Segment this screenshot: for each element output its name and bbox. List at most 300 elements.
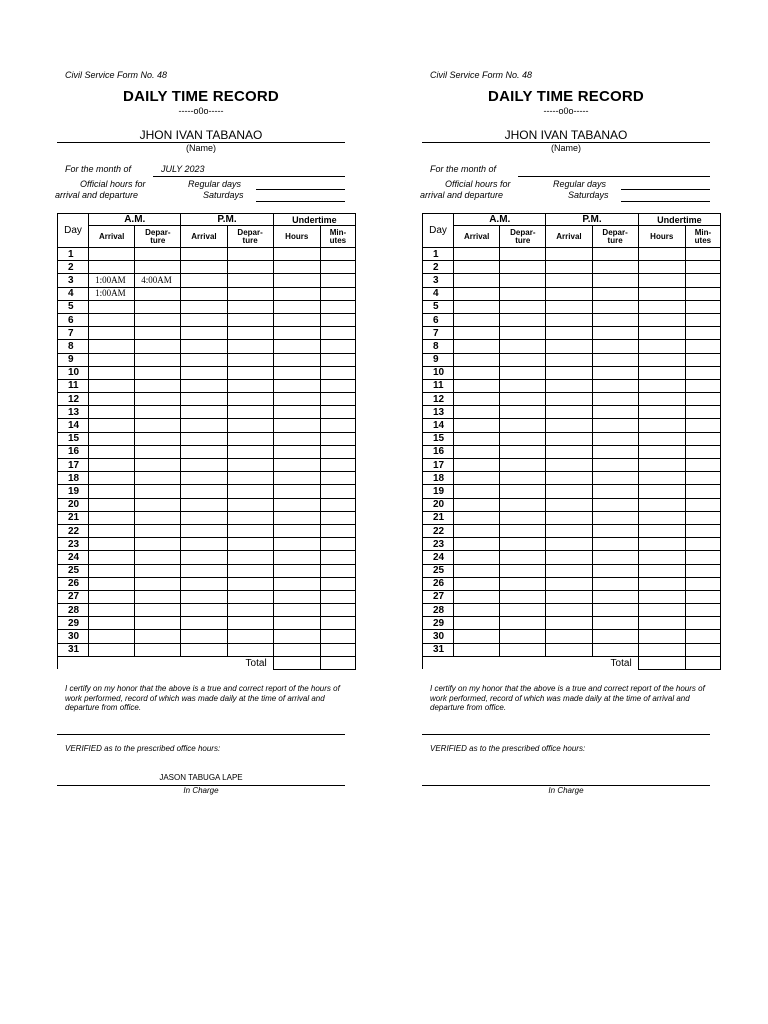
pm-departure-cell <box>592 630 638 643</box>
undertime-minutes-cell <box>685 617 720 630</box>
official-hours-label-line1: Official hours for <box>80 179 146 189</box>
day-number: 23 <box>58 538 89 551</box>
table-row <box>423 340 721 353</box>
table-row <box>423 353 721 366</box>
day-number: 12 <box>423 393 454 406</box>
pm-arrival-cell <box>181 630 227 643</box>
pm-arrival-cell <box>546 445 592 458</box>
undertime-minutes-cell <box>685 261 720 274</box>
am-departure-cell <box>135 379 181 392</box>
pm-departure-cell <box>227 248 273 261</box>
pm-arrival-cell <box>181 393 227 406</box>
am-departure-cell <box>500 511 546 524</box>
pm-departure-cell <box>592 419 638 432</box>
am-arrival-cell <box>454 630 500 643</box>
table-row <box>423 248 721 261</box>
table-header-row-2 <box>423 226 721 248</box>
pm-departure-cell <box>592 248 638 261</box>
pm-arrival-cell <box>181 419 227 432</box>
pm-departure-cell <box>227 511 273 524</box>
table-row <box>423 564 721 577</box>
am-departure-cell <box>500 630 546 643</box>
undertime-minutes-cell <box>685 498 720 511</box>
table-row <box>58 366 356 379</box>
undertime-hours-cell <box>273 353 320 366</box>
undertime-minutes-cell <box>685 300 720 313</box>
undertime-hours-cell <box>273 643 320 656</box>
undertime-minutes-cell <box>685 313 720 326</box>
am-arrival-cell <box>454 538 500 551</box>
day-number: 18 <box>58 472 89 485</box>
undertime-hours-cell <box>273 459 320 472</box>
undertime-hours-cell <box>638 485 685 498</box>
am-arrival-cell <box>89 393 135 406</box>
am-departure-cell <box>500 643 546 656</box>
table-row <box>58 313 356 326</box>
pm-arrival-cell <box>181 300 227 313</box>
day-number: 11 <box>423 379 454 392</box>
undertime-hours-cell <box>273 511 320 524</box>
am-arrival-cell <box>454 472 500 485</box>
am-arrival-cell <box>89 590 135 603</box>
day-number: 1 <box>423 248 454 261</box>
undertime-hours-cell <box>638 564 685 577</box>
pm-departure-cell <box>592 617 638 630</box>
total-row <box>58 656 356 669</box>
undertime-minutes-cell <box>320 445 355 458</box>
undertime-hours-cell <box>638 445 685 458</box>
am-departure-cell <box>500 617 546 630</box>
day-number: 6 <box>58 313 89 326</box>
am-departure-cell <box>135 511 181 524</box>
table-body <box>58 248 356 657</box>
undertime-minutes-cell <box>685 604 720 617</box>
am-arrival-cell <box>89 551 135 564</box>
undertime-hours-cell <box>638 300 685 313</box>
am-departure-cell <box>135 643 181 656</box>
undertime-hours-cell <box>273 564 320 577</box>
undertime-hours-cell <box>638 327 685 340</box>
pm-header: P.M. <box>181 214 273 226</box>
undertime-minutes-cell <box>685 524 720 537</box>
undertime-minutes-cell <box>685 366 720 379</box>
undertime-hours-cell <box>273 498 320 511</box>
pm-arrival-cell <box>181 261 227 274</box>
table-row <box>58 643 356 656</box>
day-number: 16 <box>423 445 454 458</box>
pm-arrival-cell <box>546 604 592 617</box>
day-number: 27 <box>58 590 89 603</box>
undertime-hours-cell <box>638 577 685 590</box>
undertime-minutes-cell <box>685 577 720 590</box>
undertime-hours-cell <box>273 604 320 617</box>
pm-arrival-cell <box>181 406 227 419</box>
pm-departure-cell <box>227 564 273 577</box>
undertime-minutes-cell <box>320 590 355 603</box>
day-number: 24 <box>58 551 89 564</box>
undertime-hours-cell <box>273 630 320 643</box>
table-row <box>423 432 721 445</box>
am-arrival-header: Arrival <box>89 226 135 248</box>
day-number: 25 <box>423 564 454 577</box>
verified-label: VERIFIED as to the prescribed office hours: <box>65 744 221 753</box>
am-departure-header <box>135 226 181 248</box>
am-arrival-cell <box>454 313 500 326</box>
pm-arrival-cell <box>181 340 227 353</box>
pm-departure-cell <box>227 551 273 564</box>
day-number: 3 <box>423 274 454 287</box>
table-row <box>423 261 721 274</box>
table-row <box>423 287 721 300</box>
am-arrival-cell <box>89 577 135 590</box>
pm-arrival-cell <box>546 643 592 656</box>
pm-departure-cell <box>592 564 638 577</box>
pm-arrival-cell <box>546 300 592 313</box>
am-departure-cell <box>500 379 546 392</box>
am-departure-cell <box>135 261 181 274</box>
pm-departure-cell <box>227 366 273 379</box>
total-label: Total <box>58 656 274 669</box>
pm-departure-cell <box>592 643 638 656</box>
undertime-hours-cell <box>638 617 685 630</box>
undertime-hours-cell <box>638 379 685 392</box>
pm-arrival-cell <box>181 274 227 287</box>
day-number: 13 <box>423 406 454 419</box>
table-row <box>58 353 356 366</box>
time-record-table <box>422 213 721 670</box>
am-arrival-cell <box>454 617 500 630</box>
pm-departure-cell <box>227 643 273 656</box>
pm-arrival-cell <box>546 590 592 603</box>
pm-departure-cell <box>227 432 273 445</box>
am-departure-cell <box>135 248 181 261</box>
am-departure-cell <box>500 340 546 353</box>
am-departure-cell <box>135 590 181 603</box>
pm-arrival-cell <box>181 327 227 340</box>
undertime-minutes-cell <box>320 577 355 590</box>
undertime-hours-cell <box>638 432 685 445</box>
pm-arrival-cell <box>546 379 592 392</box>
pm-departure-cell <box>592 472 638 485</box>
day-number: 21 <box>58 511 89 524</box>
undertime-minutes-cell <box>320 511 355 524</box>
table-row <box>58 261 356 274</box>
undertime-hours-header: Hours <box>638 226 685 248</box>
day-number: 1 <box>58 248 89 261</box>
undertime-hours-cell <box>638 261 685 274</box>
pm-header: P.M. <box>546 214 638 226</box>
minutes-header-line2: utes <box>329 235 347 245</box>
pm-arrival-cell <box>181 604 227 617</box>
undertime-header: Undertime <box>273 214 355 226</box>
day-number: 24 <box>423 551 454 564</box>
day-number: 25 <box>58 564 89 577</box>
official-hours-label-line2: arrival and departure <box>55 190 139 200</box>
am-arrival-cell <box>454 261 500 274</box>
pm-departure-cell <box>592 432 638 445</box>
departure-header-line1: Depar- <box>237 227 263 237</box>
saturdays-label: Saturdays <box>568 190 609 200</box>
day-number: 20 <box>423 498 454 511</box>
undertime-minutes-cell <box>320 300 355 313</box>
undertime-minutes-cell <box>320 524 355 537</box>
name-caption: (Name) <box>550 143 581 153</box>
pm-departure-header <box>592 226 638 248</box>
official-hours-label-line1: Official hours for <box>445 179 511 189</box>
am-arrival-cell <box>89 564 135 577</box>
undertime-hours-cell <box>638 604 685 617</box>
undertime-minutes-cell <box>320 564 355 577</box>
pm-arrival-cell <box>181 459 227 472</box>
undertime-minutes-cell <box>685 274 720 287</box>
pm-departure-cell <box>592 485 638 498</box>
table-row <box>423 379 721 392</box>
pm-arrival-header: Arrival <box>181 226 227 248</box>
undertime-minutes-cell <box>320 393 355 406</box>
am-departure-cell <box>500 498 546 511</box>
table-row <box>423 577 721 590</box>
table-row <box>423 313 721 326</box>
month-underline <box>153 176 345 177</box>
am-arrival-cell <box>89 432 135 445</box>
am-departure-cell <box>135 366 181 379</box>
saturdays-label: Saturdays <box>203 190 244 200</box>
day-number: 15 <box>423 432 454 445</box>
undertime-minutes-header <box>685 226 720 248</box>
undertime-minutes-header <box>320 226 355 248</box>
am-departure-cell <box>500 590 546 603</box>
pm-departure-cell <box>227 604 273 617</box>
pm-departure-cell <box>592 287 638 300</box>
pm-departure-cell <box>592 300 638 313</box>
pm-departure-cell <box>227 406 273 419</box>
day-number: 8 <box>58 340 89 353</box>
undertime-minutes-cell <box>320 287 355 300</box>
am-arrival-cell <box>89 485 135 498</box>
pm-departure-cell <box>592 327 638 340</box>
undertime-hours-cell <box>273 261 320 274</box>
am-arrival-cell <box>89 538 135 551</box>
undertime-hours-cell <box>273 287 320 300</box>
pm-departure-cell <box>227 590 273 603</box>
table-row <box>58 379 356 392</box>
undertime-hours-cell <box>638 551 685 564</box>
pm-arrival-cell <box>546 313 592 326</box>
table-row <box>423 472 721 485</box>
undertime-minutes-cell <box>320 248 355 261</box>
undertime-minutes-cell <box>320 419 355 432</box>
pm-arrival-cell <box>181 551 227 564</box>
regular-days-label: Regular days <box>553 179 607 189</box>
undertime-hours-cell <box>273 248 320 261</box>
am-arrival-cell <box>89 313 135 326</box>
table-row <box>58 274 356 287</box>
am-departure-cell <box>500 445 546 458</box>
pm-departure-cell <box>592 577 638 590</box>
pm-departure-cell <box>592 406 638 419</box>
day-number: 2 <box>423 261 454 274</box>
in-charge-name: JASON TABUGA LAPE <box>159 773 243 782</box>
am-departure-cell <box>500 406 546 419</box>
undertime-minutes-cell <box>685 406 720 419</box>
day-number: 31 <box>58 643 89 656</box>
undertime-minutes-cell <box>320 604 355 617</box>
table-row <box>423 327 721 340</box>
am-arrival-cell <box>89 261 135 274</box>
am-arrival-cell <box>89 498 135 511</box>
undertime-minutes-cell <box>320 432 355 445</box>
undertime-minutes-cell <box>320 366 355 379</box>
am-arrival-cell <box>89 379 135 392</box>
pm-arrival-cell <box>546 485 592 498</box>
day-number: 15 <box>58 432 89 445</box>
undertime-minutes-cell <box>320 340 355 353</box>
undertime-minutes-cell <box>685 445 720 458</box>
undertime-hours-cell <box>273 313 320 326</box>
pm-arrival-cell <box>546 340 592 353</box>
undertime-minutes-cell <box>320 498 355 511</box>
month-label: For the month of <box>430 164 497 174</box>
pm-departure-cell <box>592 340 638 353</box>
undertime-minutes-cell <box>320 313 355 326</box>
table-row <box>423 630 721 643</box>
day-number: 21 <box>423 511 454 524</box>
table-row <box>58 459 356 472</box>
undertime-minutes-cell <box>320 353 355 366</box>
am-departure-cell <box>500 366 546 379</box>
undertime-minutes-cell <box>685 511 720 524</box>
total-minutes-cell <box>685 656 720 669</box>
pm-arrival-cell <box>546 406 592 419</box>
am-arrival-cell <box>454 511 500 524</box>
form-title: DAILY TIME RECORD <box>488 88 644 105</box>
table-row <box>423 538 721 551</box>
undertime-hours-cell <box>638 538 685 551</box>
am-departure-cell <box>135 472 181 485</box>
am-arrival-cell <box>454 393 500 406</box>
am-departure-cell <box>135 327 181 340</box>
pm-arrival-cell <box>546 538 592 551</box>
table-row <box>58 590 356 603</box>
pm-arrival-cell <box>546 287 592 300</box>
table-row <box>58 287 356 300</box>
am-departure-cell <box>500 248 546 261</box>
departure-header-line1: Depar- <box>510 227 536 237</box>
day-number: 29 <box>58 617 89 630</box>
am-arrival-cell <box>89 419 135 432</box>
in-charge-caption: In Charge <box>548 786 584 795</box>
saturdays-field <box>256 201 345 202</box>
am-arrival-cell <box>454 485 500 498</box>
am-arrival-cell <box>89 524 135 537</box>
am-arrival-cell <box>454 564 500 577</box>
minutes-header-line1: Min- <box>694 227 712 237</box>
undertime-hours-cell <box>273 406 320 419</box>
day-number: 18 <box>423 472 454 485</box>
day-number: 7 <box>58 327 89 340</box>
am-arrival-cell <box>454 248 500 261</box>
pm-arrival-cell <box>181 643 227 656</box>
month-underline <box>518 176 710 177</box>
pm-arrival-cell <box>181 366 227 379</box>
undertime-hours-cell <box>273 419 320 432</box>
undertime-minutes-cell <box>685 630 720 643</box>
pm-arrival-cell <box>181 485 227 498</box>
pm-arrival-cell <box>546 248 592 261</box>
undertime-minutes-cell <box>685 379 720 392</box>
undertime-minutes-cell <box>320 630 355 643</box>
table-row <box>58 406 356 419</box>
am-departure-cell <box>500 485 546 498</box>
am-arrival-cell <box>89 300 135 313</box>
am-departure-cell <box>500 459 546 472</box>
undertime-minutes-cell <box>685 419 720 432</box>
am-arrival-cell <box>454 327 500 340</box>
pm-departure-cell <box>227 524 273 537</box>
table-row <box>423 393 721 406</box>
am-arrival-cell <box>89 406 135 419</box>
undertime-hours-cell <box>638 472 685 485</box>
undertime-hours-cell <box>273 274 320 287</box>
pm-arrival-cell <box>181 498 227 511</box>
am-departure-cell <box>135 300 181 313</box>
am-departure-cell <box>135 617 181 630</box>
am-departure-cell <box>135 498 181 511</box>
am-departure-cell <box>135 432 181 445</box>
pm-arrival-cell <box>181 590 227 603</box>
pm-departure-cell <box>227 617 273 630</box>
pm-departure-cell <box>592 538 638 551</box>
day-number: 2 <box>58 261 89 274</box>
pm-arrival-cell <box>546 524 592 537</box>
day-number: 5 <box>423 300 454 313</box>
undertime-minutes-cell <box>685 432 720 445</box>
certification-text: I certify on my honor that the above is a true and correct report of the hours of work performed, record of which was made daily at the time of arrival and departure from office. <box>65 684 340 713</box>
undertime-minutes-cell <box>685 485 720 498</box>
pm-arrival-cell <box>546 432 592 445</box>
day-number: 20 <box>58 498 89 511</box>
pm-departure-cell <box>227 327 273 340</box>
table-row <box>423 643 721 656</box>
day-number: 5 <box>58 300 89 313</box>
month-label: For the month of <box>65 164 132 174</box>
am-departure-cell <box>500 287 546 300</box>
table-row <box>58 445 356 458</box>
am-departure-cell <box>500 432 546 445</box>
am-departure-cell <box>135 630 181 643</box>
undertime-hours-cell <box>638 459 685 472</box>
table-header-row-1 <box>58 214 356 226</box>
am-departure-cell <box>135 459 181 472</box>
undertime-hours-header: Hours <box>273 226 320 248</box>
undertime-hours-cell <box>638 274 685 287</box>
undertime-hours-cell <box>638 524 685 537</box>
pm-departure-cell <box>227 577 273 590</box>
table-row <box>58 472 356 485</box>
day-number: 3 <box>58 274 89 287</box>
regular-days-field <box>621 189 710 190</box>
undertime-hours-cell <box>273 379 320 392</box>
am-departure-cell <box>135 353 181 366</box>
day-number: 17 <box>423 459 454 472</box>
departure-header-line1: Depar- <box>145 227 171 237</box>
am-departure-cell <box>500 353 546 366</box>
day-number: 14 <box>423 419 454 432</box>
am-arrival-cell <box>89 353 135 366</box>
undertime-minutes-cell <box>320 261 355 274</box>
table-row <box>58 327 356 340</box>
pm-departure-cell <box>592 379 638 392</box>
